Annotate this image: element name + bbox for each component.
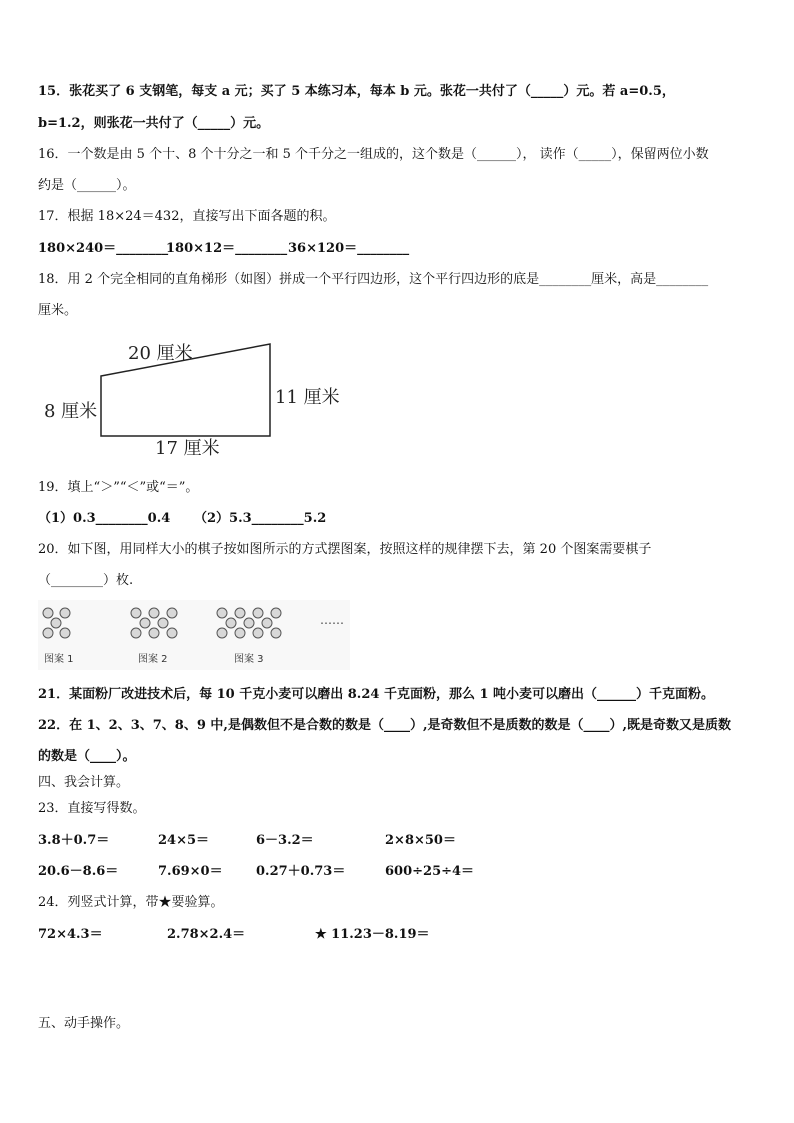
q16-line1: 16．一个数是由 5 个十、8 个十分之一和 5 个千分之一组成的，这个数是（______）， 读作（_____），保留两位小数 xyxy=(38,147,709,162)
q17-item-1: 180×240＝________ xyxy=(38,241,169,256)
q23-r2-c2: 7.69×0＝ xyxy=(158,864,223,879)
q19-item-1: （1）0.3________0.4 xyxy=(38,511,171,526)
section-4-heading: 四、我会计算。 xyxy=(38,775,130,790)
q15-line1: 15．张花买了 6 支钢笔，每支 a 元；买了 5 本练习本，每本 b 元。张花一共付了（_____）元。若 a=0.5， xyxy=(38,84,675,99)
chess-pattern-figure xyxy=(38,600,350,670)
q19-stem: 19．填上“＞”“＜”或“＝”。 xyxy=(38,480,199,495)
q15-line2: b=1.2，则张花一共付了（_____）元。 xyxy=(38,116,270,131)
q23-stem: 23．直接写得数。 xyxy=(38,801,146,816)
pattern-1-label: 图案 1 xyxy=(44,654,74,665)
q24-item-1: 72×4.3＝ xyxy=(38,927,103,942)
q24-item-2: 2.78×2.4＝ xyxy=(167,927,246,942)
q24-stem: 24．列竖式计算，带★要验算。 xyxy=(38,895,224,910)
pattern-background xyxy=(38,600,350,670)
q18-line2: 厘米。 xyxy=(38,303,78,318)
q23-r1-c2: 24×5＝ xyxy=(158,833,210,848)
q21-line1: 21．某面粉厂改进技术后，每 10 千克小麦可以磨出 8.24 千克面粉，那么 1 吨小麦可以磨出（______）千克面粉。 xyxy=(38,687,715,702)
q23-r1-c3: 6－3.2＝ xyxy=(256,833,314,848)
pattern-ellipsis: …… xyxy=(320,613,344,627)
q19-item-2: （2）5.3________5.2 xyxy=(194,511,327,526)
q16-line2: 约是（______）。 xyxy=(38,178,136,193)
q17-stem: 17．根据 18×24＝432，直接写出下面各题的积。 xyxy=(38,209,336,224)
trapezoid-figure xyxy=(38,336,348,466)
trapezoid-bottom-label: 17 厘米 xyxy=(155,438,220,459)
trapezoid-right-label: 11 厘米 xyxy=(275,387,340,408)
trapezoid-top-label: 20 厘米 xyxy=(128,343,193,364)
q17-item-2: 180×12＝________ xyxy=(166,241,288,256)
q23-r2-c3: 0.27＋0.73＝ xyxy=(256,864,346,879)
pattern-3-label: 图案 3 xyxy=(234,654,264,665)
q20-line2: （________）枚. xyxy=(38,573,134,588)
q23-r2-c4: 600÷25÷4＝ xyxy=(385,864,475,879)
q23-r1-c1: 3.8＋0.7＝ xyxy=(38,833,110,848)
section-5-heading: 五、动手操作。 xyxy=(38,1016,130,1031)
q22-line2: 的数是（____）。 xyxy=(38,749,136,764)
trapezoid-left-label: 8 厘米 xyxy=(44,401,98,422)
q23-r1-c4: 2×8×50＝ xyxy=(385,833,456,848)
pattern-2-label: 图案 2 xyxy=(138,654,168,665)
q20-line1: 20．如下图，用同样大小的棋子按如图所示的方式摆图案，按照这样的规律摆下去，第 20 个图案需要棋子 xyxy=(38,542,652,557)
q24-item-3: ★ 11.23－8.19＝ xyxy=(315,927,430,942)
q18-line1: 18．用 2 个完全相同的直角梯形（如图）拼成一个平行四边形，这个平行四边形的底是________厘米，高是________ xyxy=(38,272,709,287)
q23-r2-c1: 20.6－8.6＝ xyxy=(38,864,119,879)
q22-line1: 22．在 1、2、3、7、8、9 中,是偶数但不是合数的数是（____）,是奇数但不是质数的数是（____）,既是奇数又是质数 xyxy=(38,718,731,733)
q17-item-3: 36×120＝________ xyxy=(288,241,410,256)
